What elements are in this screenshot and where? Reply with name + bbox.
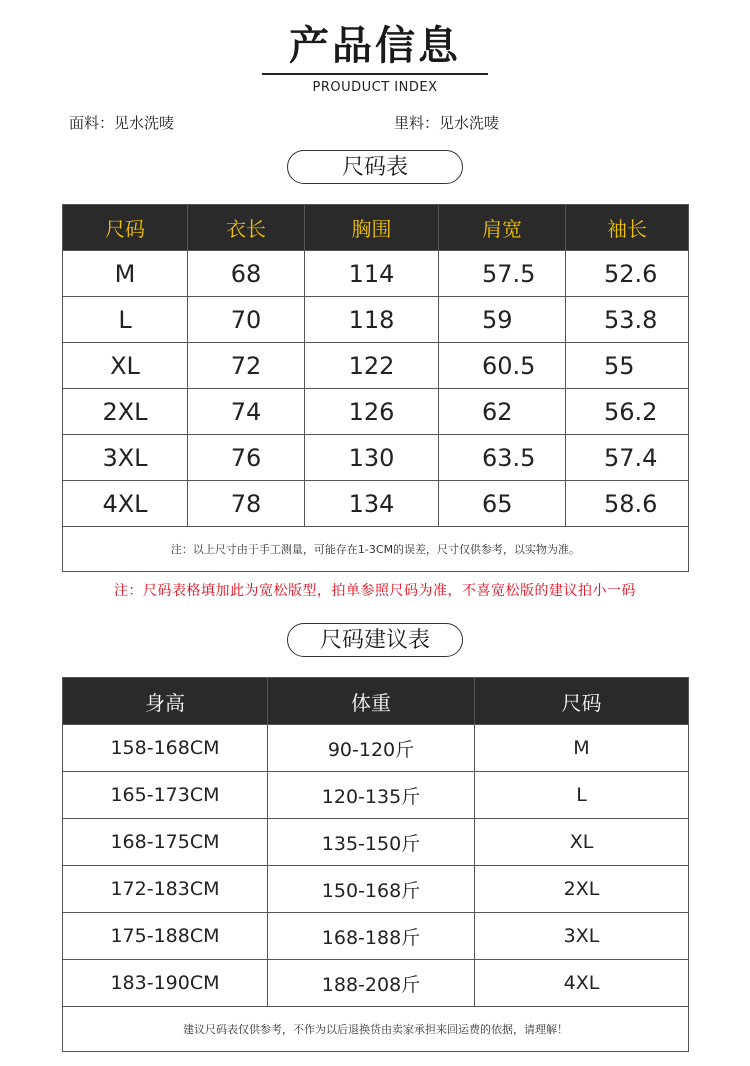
- cell-chest: 114: [305, 251, 439, 297]
- cell-height: 158-168CM: [63, 725, 268, 772]
- cell-sleeve: 56.2: [566, 389, 689, 435]
- cell-length: 72: [188, 343, 305, 389]
- recommend-chart-table: [62, 677, 689, 1052]
- table-row: [63, 960, 689, 1007]
- cell-shoulder: 59: [439, 297, 566, 343]
- column-header-shoulder: 肩宽: [439, 205, 566, 251]
- cell-chest: 130: [305, 435, 439, 481]
- column-header-size: 尺码: [475, 678, 689, 725]
- table-row: [63, 435, 689, 481]
- cell-size: 3XL: [63, 435, 188, 481]
- table-row: [63, 866, 689, 913]
- size-chart-heading: 尺码表: [287, 150, 463, 184]
- cell-weight: 135-150斤: [268, 819, 475, 866]
- size-chart-header-row: [63, 205, 689, 251]
- cell-length: 76: [188, 435, 305, 481]
- cell-shoulder: 62: [439, 389, 566, 435]
- cell-chest: 122: [305, 343, 439, 389]
- recommend-chart-note: 建议尺码表仅供参考，不作为以后退换货由卖家承担来回运费的依据，请理解！: [63, 1007, 689, 1052]
- cell-weight: 168-188斤: [268, 913, 475, 960]
- column-header-length: 衣长: [188, 205, 305, 251]
- cell-sleeve: 52.6: [566, 251, 689, 297]
- cell-weight: 150-168斤: [268, 866, 475, 913]
- cell-height: 168-175CM: [63, 819, 268, 866]
- cell-size: M: [475, 725, 689, 772]
- size-chart-note-row: [63, 527, 689, 572]
- table-row: [63, 772, 689, 819]
- cell-sleeve: 57.4: [566, 435, 689, 481]
- table-row: [63, 343, 689, 389]
- cell-size: 4XL: [63, 481, 188, 527]
- table-row: [63, 389, 689, 435]
- fit-warning: 注：尺码表格填加此为宽松版型，拍单参照尺码为准，不喜宽松版的建议拍小一码: [114, 583, 636, 599]
- recommend-chart-note-row: [63, 1007, 689, 1052]
- page-title: 产品信息: [289, 23, 461, 69]
- recommend-chart-header-row: [63, 678, 689, 725]
- cell-length: 68: [188, 251, 305, 297]
- page-subtitle: PROUDUCT INDEX: [312, 80, 438, 95]
- cell-chest: 118: [305, 297, 439, 343]
- cell-weight: 90-120斤: [268, 725, 475, 772]
- table-row: [63, 481, 689, 527]
- column-header-height: 身高: [63, 678, 268, 725]
- cell-shoulder: 65: [439, 481, 566, 527]
- column-header-weight: 体重: [268, 678, 475, 725]
- cell-height: 175-188CM: [63, 913, 268, 960]
- cell-shoulder: 63.5: [439, 435, 566, 481]
- table-row: [63, 819, 689, 866]
- title-divider: [262, 73, 488, 75]
- cell-size: 4XL: [475, 960, 689, 1007]
- table-row: [63, 297, 689, 343]
- cell-size: L: [63, 297, 188, 343]
- recommend-chart-heading: 尺码建议表: [287, 623, 463, 657]
- cell-sleeve: 55: [566, 343, 689, 389]
- cell-size: 2XL: [63, 389, 188, 435]
- cell-shoulder: 60.5: [439, 343, 566, 389]
- column-header-sleeve: 袖长: [566, 205, 689, 251]
- cell-size: M: [63, 251, 188, 297]
- cell-height: 165-173CM: [63, 772, 268, 819]
- cell-chest: 134: [305, 481, 439, 527]
- cell-size: XL: [475, 819, 689, 866]
- size-chart-note: 注：以上尺寸由于手工测量，可能存在1-3CM的误差，尺寸仅供参考，以实物为准。: [63, 527, 689, 572]
- cell-length: 78: [188, 481, 305, 527]
- cell-weight: 188-208斤: [268, 960, 475, 1007]
- cell-shoulder: 57.5: [439, 251, 566, 297]
- cell-height: 172-183CM: [63, 866, 268, 913]
- size-chart-table: [62, 204, 689, 572]
- lining-fabric-label: 里料：见水洗唛: [394, 114, 500, 132]
- cell-sleeve: 53.8: [566, 297, 689, 343]
- column-header-size: 尺码: [63, 205, 188, 251]
- cell-size: 2XL: [475, 866, 689, 913]
- cell-size: L: [475, 772, 689, 819]
- cell-length: 70: [188, 297, 305, 343]
- outer-fabric-label: 面料：见水洗唛: [69, 114, 175, 132]
- cell-size: 3XL: [475, 913, 689, 960]
- cell-weight: 120-135斤: [268, 772, 475, 819]
- cell-chest: 126: [305, 389, 439, 435]
- column-header-chest: 胸围: [305, 205, 439, 251]
- cell-size: XL: [63, 343, 188, 389]
- cell-height: 183-190CM: [63, 960, 268, 1007]
- table-row: [63, 725, 689, 772]
- table-row: [63, 913, 689, 960]
- table-row: [63, 251, 689, 297]
- cell-length: 74: [188, 389, 305, 435]
- cell-sleeve: 58.6: [566, 481, 689, 527]
